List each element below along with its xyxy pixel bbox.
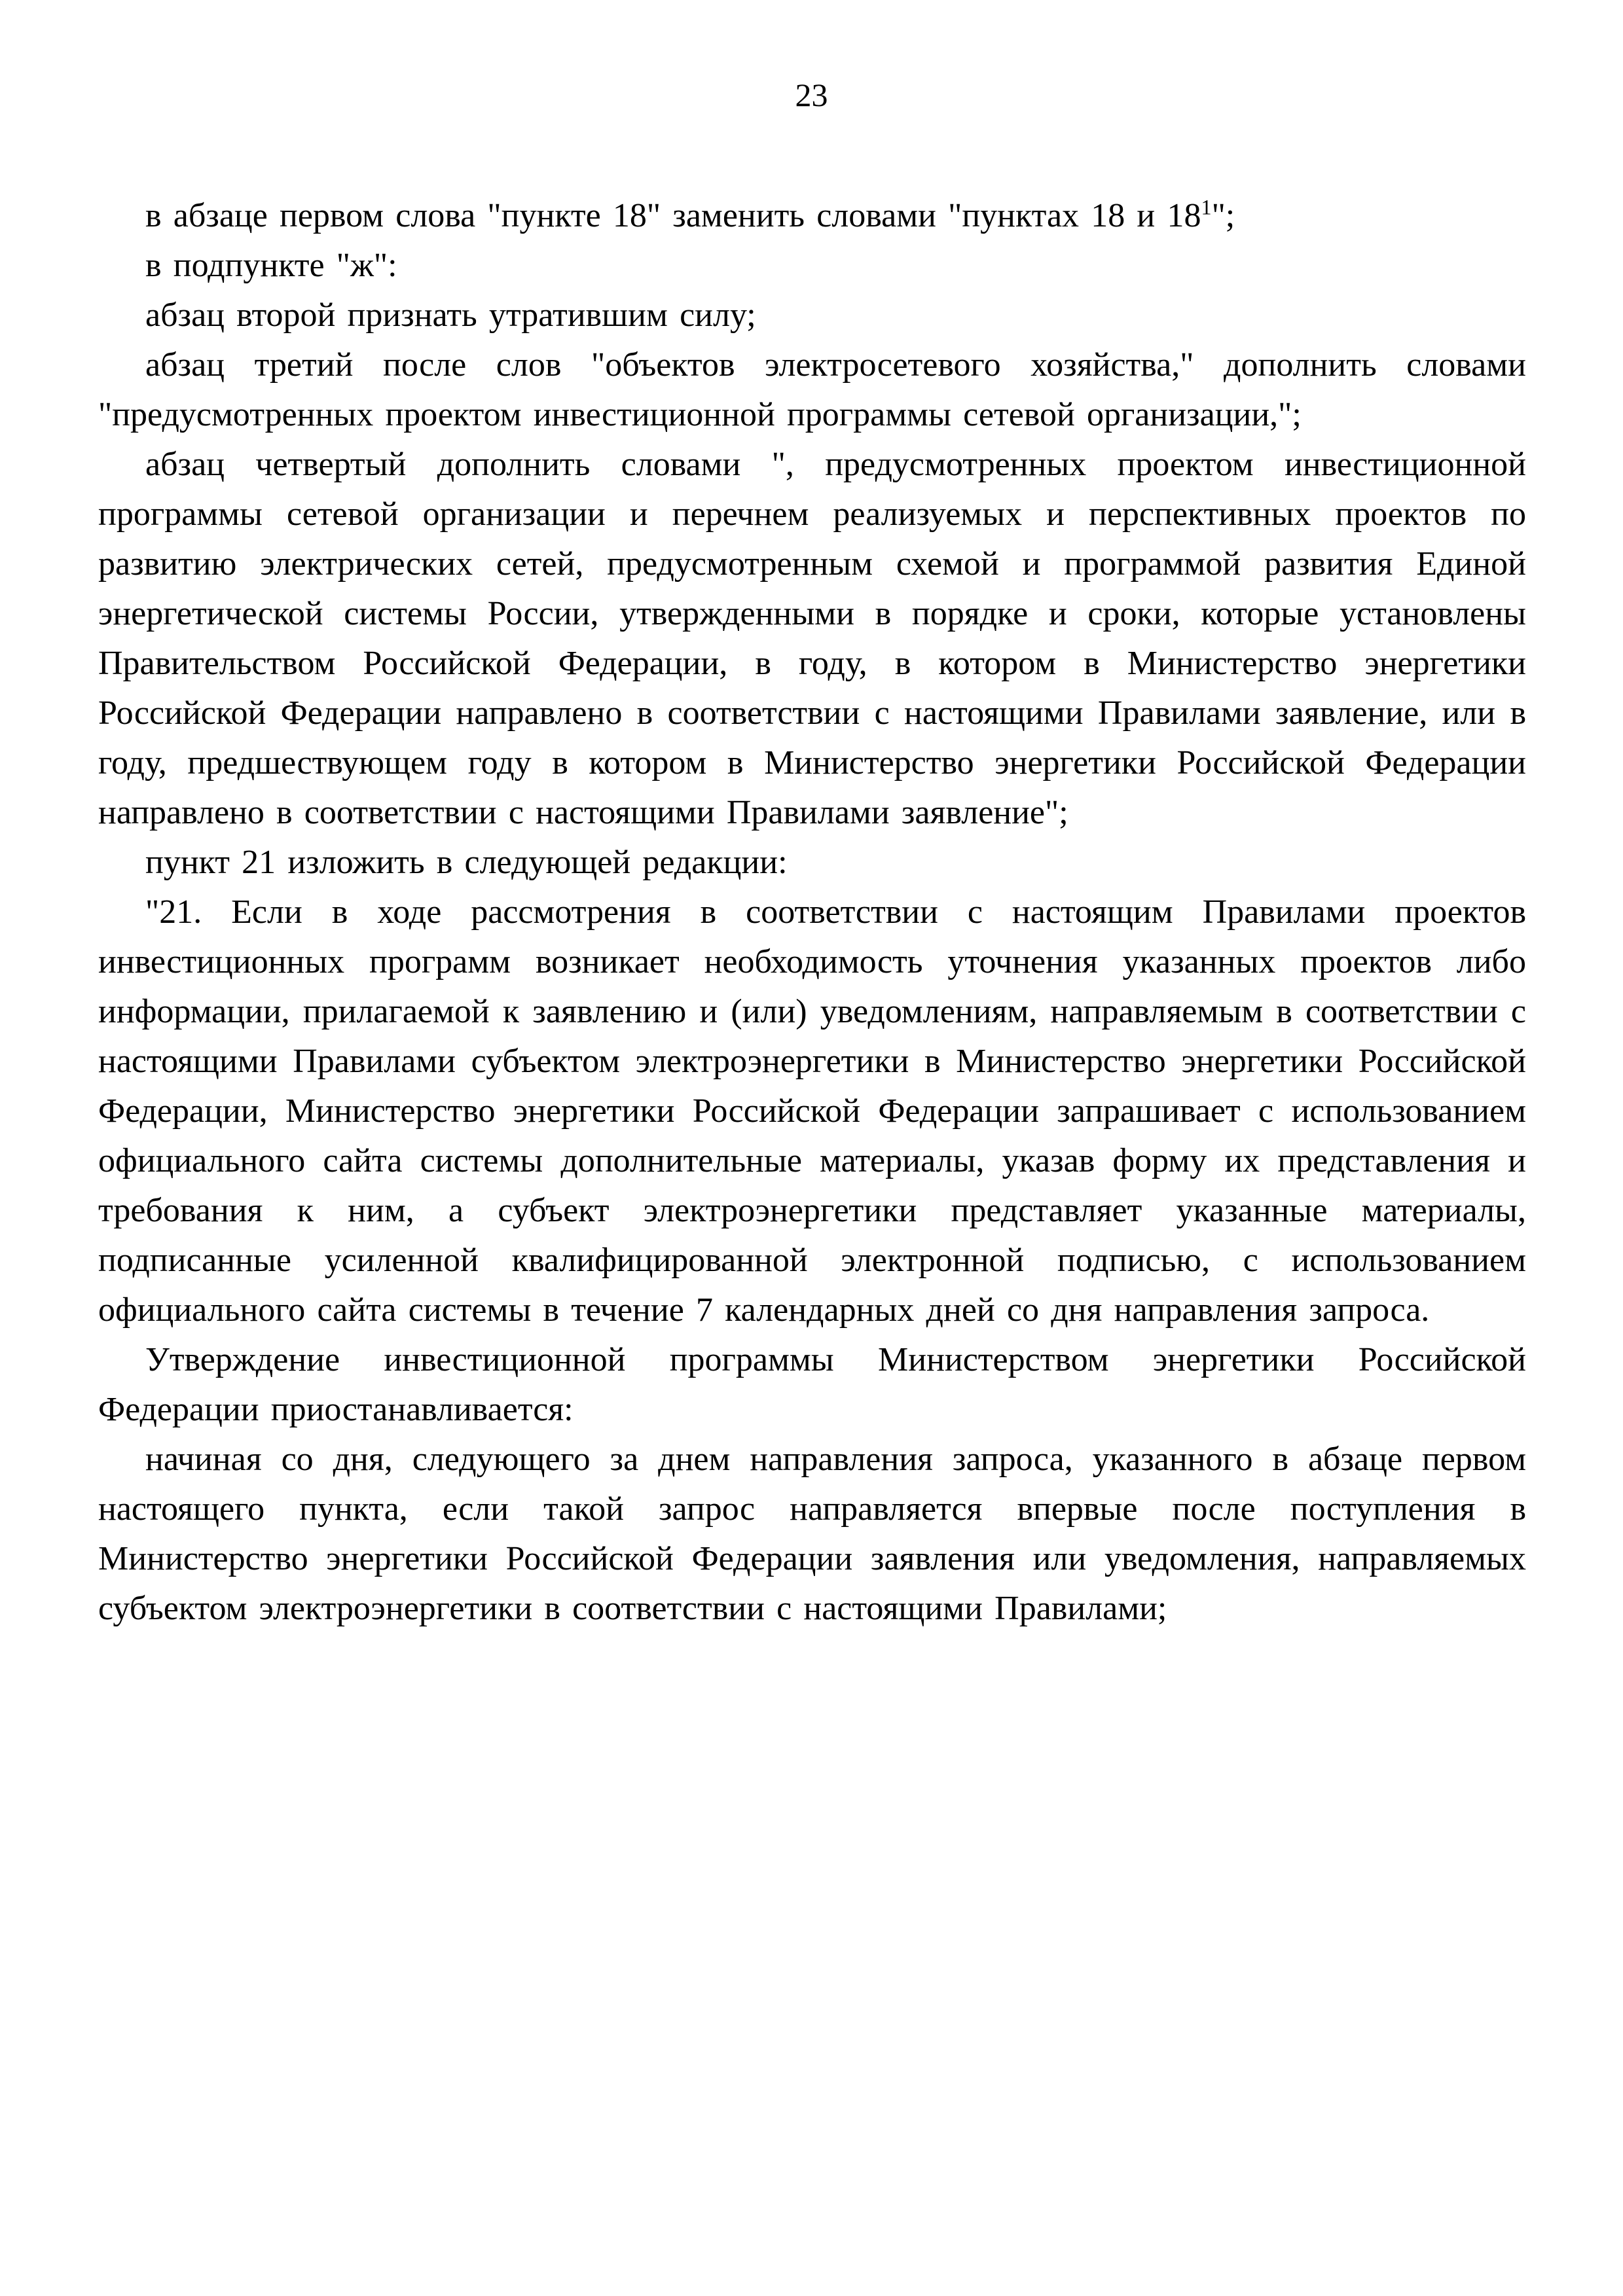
paragraph: в подпункте "ж": bbox=[145, 247, 397, 284]
superscript-footnote-number: 1 bbox=[1201, 195, 1212, 219]
paragraph: абзац третий после слов "объектов электросетевого хозяйства," дополнить словами "предусмотренных проектом инвестиционной программы сетевой организации,"; bbox=[98, 346, 1526, 433]
paragraph-text: в абзаце первом слова "пункте 18" заменить словами "пунктах 18 и 18 bbox=[145, 197, 1201, 234]
paragraph: начиная со дня, следующего за днем направления запроса, указанного в абзаце первом настоящего пункта, если такой запрос направляется впервые после поступления в Министерство энергетики Российской Федерации заявления или уведомления, направляемых субъектом электроэнергетики в соответствии с настоящими Правилами; bbox=[98, 1441, 1526, 1627]
page-number: 23 bbox=[795, 77, 828, 113]
paragraph-text: "; bbox=[1211, 197, 1235, 234]
paragraph: Утверждение инвестиционной программы Министерством энергетики Российской Федерации приостанавливается: bbox=[98, 1341, 1526, 1428]
paragraph: абзац четвертый дополнить словами ", предусмотренных проектом инвестиционной программы сетевой организации и перечнем реализуемых и перспективных проектов по развитию электрических сетей, предусмотренным схемой и программой развития Единой энергетической системы России, утвержденными в порядке и сроки, которые установлены Правительством Российской Федерации, в году, в котором в Министерство энергетики Российской Федерации направлено в соответствии с настоящими Правилами заявление, или в году, предшествующем году в котором в Министерство энергетики Российской Федерации направлено в соответствии с настоящими Правилами заявление"; bbox=[98, 446, 1526, 831]
document-body bbox=[98, 191, 1526, 1634]
paragraph: пункт 21 изложить в следующей редакции: bbox=[145, 844, 788, 881]
paragraph: абзац второй признать утратившим силу; bbox=[145, 296, 756, 334]
paragraph: "21. Если в ходе рассмотрения в соответствии с настоящим Правилами проектов инвестиционных программ возникает необходимость уточнения указанных проектов либо информации, прилагаемой к заявлению и (или) уведомлениям, направляемым в соответствии с настоящими Правилами субъектом электроэнергетики в Министерство энергетики Российской Федерации, Министерство энергетики Российской Федерации запрашивает с использованием официального сайта системы дополнительные материалы, указав форму их представления и требования к ним, а субъект электроэнергетики представляет указанные материалы, подписанные усиленной квалифицированной электронной подписью, с использованием официального сайта системы в течение 7 календарных дней со дня направления запроса. bbox=[98, 893, 1526, 1329]
paragraph bbox=[98, 191, 1526, 241]
